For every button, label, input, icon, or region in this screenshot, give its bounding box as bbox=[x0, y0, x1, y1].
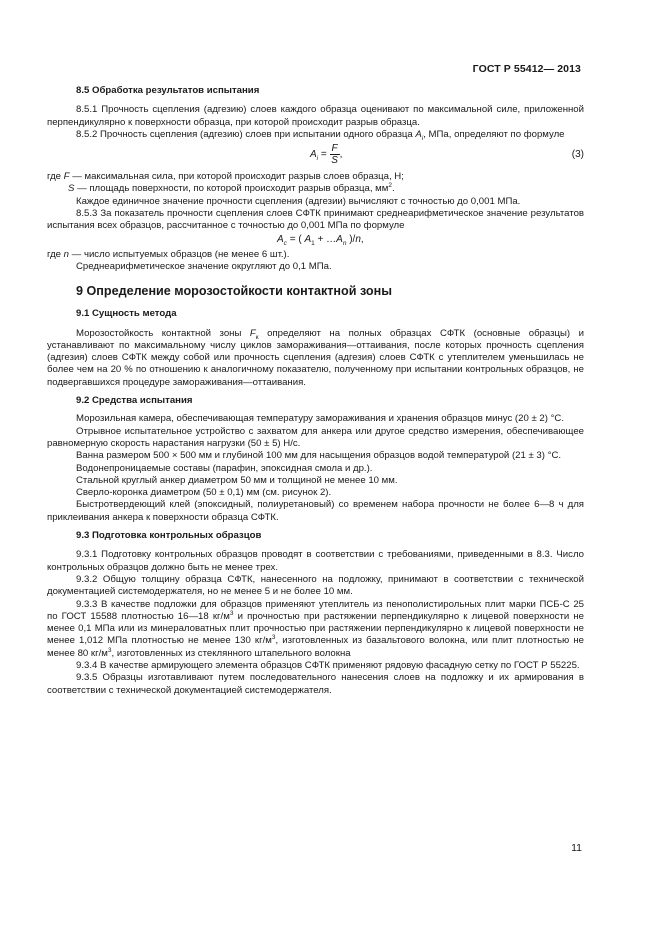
paragraph-9-3-4: 9.3.4 В качестве армирующего элемента образцов СФТК применяют рядовую фасадную сетку по ГОСТ Р 55225. bbox=[76, 659, 580, 671]
formula-average: $A_c$ = ( $A_1$ + $\dots A_n$ )/n, bbox=[277, 233, 364, 247]
section-9-title: 9 Определение морозостойкости контактной зоны bbox=[76, 284, 392, 299]
paragraph-9-3-3: 9.3.3 В качестве подложки для образцов применяют утеплитель из пенополистирольных плит марки ПСБ-С 25 по ГОСТ 15588 плотностью 16—18 $кг/м^3$ и прочностью при растяжении перпендикулярно к лицевой поверхности не менее 0,1 МПа или из минераловатных плит прочностью при растяжении перпендикулярно к лицевой поверхности не менее 1,012 МПа плотностью не менее 130 $кг/м^3$, изготовленных из базальтового волокна, или плит плотностью не менее 80 $кг/м^3$, изготовленных из стеклянного штапельного волокна bbox=[47, 598, 584, 659]
page-number: 11 bbox=[571, 842, 582, 854]
paragraph-rounding: Среднеарифметическое значение округляют до 0,1 МПа. bbox=[76, 260, 332, 272]
legend-S: S — площадь поверхности, по которой происходит разрыв образца, $мм^2$. bbox=[68, 182, 395, 195]
paragraph-9-3-2: 9.3.2 Общую толщину образца СФТК, нанесенного на подложку, принимают в соответствии с технической документацией системодержателя, но не менее 5 и не более 10 мм. bbox=[47, 573, 584, 598]
paragraph-8-5-1: 8.5.1 Прочность сцепления (адгезию) слоев каждого образца оценивают по максимальной силе, приложенной перпендикулярно к поверхности образца, при которой происходит разрыв образца. bbox=[47, 104, 584, 128]
equipment-item: Ванна размером 500 × 500 мм и глубиной 100 мм для насыщения образцов водой температурой (21 ± 3) °С. bbox=[76, 450, 562, 462]
section-9-2-title: 9.2 Средства испытания bbox=[76, 395, 193, 407]
equipment-item: Отрывное испытательное устройство с захватом для анкера или другое средство измерения, обеспечивающее равномерную скорость нарастания нагрузки (50 ± 5) Н/с. bbox=[47, 425, 584, 449]
paragraph-9-3-5: 9.3.5 Образцы изготавливают путем последовательного нанесения слоев на подложку и их армирования в соответствии с технической документацией системодержателя. bbox=[47, 672, 584, 696]
paragraph-9-1: Морозостойкость контактной зоны $F_к$ определяют на полных образцах СФТК (основные образцы) и устанавливают по максимальному числу циклов замораживания—оттаивания, после которых прочность сцепления (адгезия) слоев СФТК между собой или прочность сцепления (адгезия) слоев СФТК с утеплителем уменьшилась не более чем на 20 % по отношению к аналогичному показателю, полученному при испытании контрольных образцов, не подвергавшихся процедуре замораживания—оттаивания. bbox=[47, 327, 584, 388]
equipment-item: Сверло-коронка диаметром (50 ± 0,1) мм (см. рисунок 2). bbox=[76, 487, 332, 499]
page-content bbox=[47, 85, 584, 697]
formula-3: $A_i$ = $\frac{F}{S}$ , (3) bbox=[310, 143, 584, 167]
formula-number: (3) bbox=[571, 149, 584, 161]
paragraph-precision: Каждое единичное значение прочности сцепления (адгезии) вычисляют с точностью до 0,001 МПа. bbox=[76, 195, 521, 207]
paragraph-8-5-2: 8.5.2 Прочность сцепления (адгезию) слоев при испытании одного образца $A_i$, МПа, определяют по формуле bbox=[76, 128, 565, 142]
legend-n: где n — число испытуемых образцов (не менее 6 шт.). bbox=[47, 248, 290, 260]
standard-header: ГОСТ Р 55412— 2013 bbox=[472, 63, 581, 75]
legend-F: где F — максимальная сила, при которой происходит разрыв слоев образца, Н; bbox=[47, 171, 404, 183]
formula-fraction: $\frac{F}{S}$ bbox=[331, 143, 338, 167]
equipment-item: Водонепроницаемые составы (парафин, эпоксидная смола и др.). bbox=[76, 462, 373, 474]
section-8-5-title: 8.5 Обработка результатов испытания bbox=[76, 85, 260, 96]
equipment-item: Стальной круглый анкер диаметром 50 мм и толщиной не менее 10 мм. bbox=[76, 474, 398, 486]
section-9-1-title: 9.1 Сущность метода bbox=[76, 308, 177, 320]
equipment-item: Быстротвердеющий клей (эпоксидный, полиуретановый) со временем набора прочности не более 6—8 ч для приклеивания анкера к поверхности образца СФТК. bbox=[47, 499, 584, 523]
paragraph-8-5-3: 8.5.3 За показатель прочности сцепления слоев СФТК принимают среднеарифметическое значение результатов испытания всех образцов, рассчитанное с точностью до 0,001 МПа по формуле bbox=[47, 208, 584, 232]
paragraph-9-3-1: 9.3.1 Подготовку контрольных образцов проводят в соответствии с требованиями, приведенными в 8.3. Число контрольных образцов должно быть не менее трех. bbox=[47, 549, 584, 573]
formula-lhs: A bbox=[310, 149, 317, 161]
section-9-3-title: 9.3 Подготовка контрольных образцов bbox=[76, 530, 262, 542]
equipment-item: Морозильная камера, обеспечивающая температуру замораживания и хранения образцов минус (20 ± 2) °С. bbox=[76, 413, 565, 425]
